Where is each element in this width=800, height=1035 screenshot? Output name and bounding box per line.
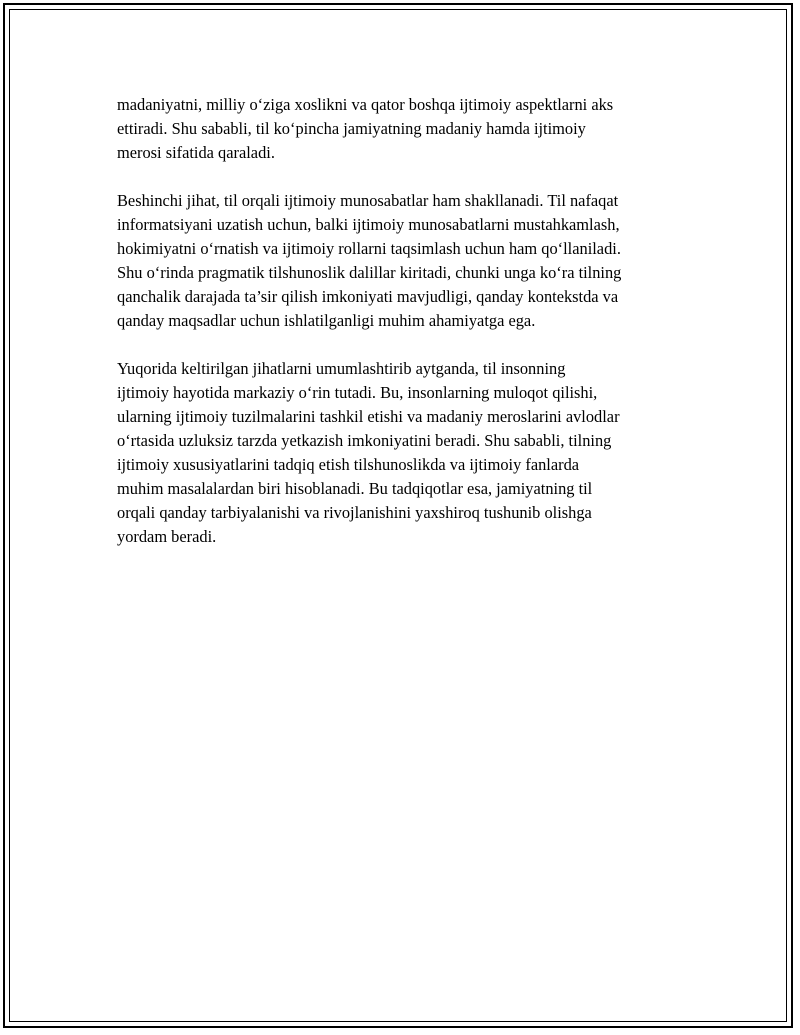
paragraph	[117, 93, 707, 165]
text-line: qanchalik darajada ta’sir qilish imkoniyati mavjudligi, qanday kontekstda va	[117, 287, 619, 306]
document-body	[117, 93, 707, 573]
text-line: orqali qanday tarbiyalanishi va rivojlanishini yaxshiroq tushunib olishga	[117, 503, 592, 522]
text-line: Yuqorida keltirilgan jihatlarni umumlashtirib aytganda, til insonning	[117, 359, 566, 378]
text-line: ularning ijtimoiy tuzilmalarini tashkil etishi va madaniy meroslarini avlodlar	[117, 407, 620, 426]
text-line: Shu o‘rinda pragmatik tilshunoslik dalillar kiritadi, chunki unga ko‘ra tilning	[117, 263, 622, 282]
text-line: yordam beradi.	[117, 527, 217, 546]
text-line: Beshinchi jihat, til orqali ijtimoiy munosabatlar ham shakllanadi. Til nafaqat	[117, 191, 619, 210]
text-line: muhim masalalardan biri hisoblanadi. Bu tadqiqotlar esa, jamiyatning til	[117, 479, 593, 498]
text-line: informatsiyani uzatish uchun, balki ijtimoiy munosabatlarni mustahkamlash,	[117, 215, 620, 234]
text-line: qanday maqsadlar uchun ishlatilganligi muhim ahamiyatga ega.	[117, 311, 536, 330]
text-line: hokimiyatni o‘rnatish va ijtimoiy rollarni taqsimlash uchun ham qo‘llaniladi.	[117, 239, 621, 258]
text-line: madaniyatni, milliy o‘ziga xoslikni va qator boshqa ijtimoiy aspektlarni aks	[117, 95, 614, 114]
text-line: ijtimoiy xususiyatlarini tadqiq etish tilshunoslikda va ijtimoiy fanlarda	[117, 455, 580, 474]
paragraph	[117, 189, 707, 333]
text-line: merosi sifatida qaraladi.	[117, 143, 275, 162]
text-line: ettiradi. Shu sababli, til ko‘pincha jamiyatning madaniy hamda ijtimoiy	[117, 119, 586, 138]
text-line: ijtimoiy hayotida markaziy o‘rin tutadi. Bu, insonlarning muloqot qilishi,	[117, 383, 598, 402]
paragraph	[117, 357, 707, 549]
text-line: o‘rtasida uzluksiz tarzda yetkazish imkoniyatini beradi. Shu sababli, tilning	[117, 431, 612, 450]
